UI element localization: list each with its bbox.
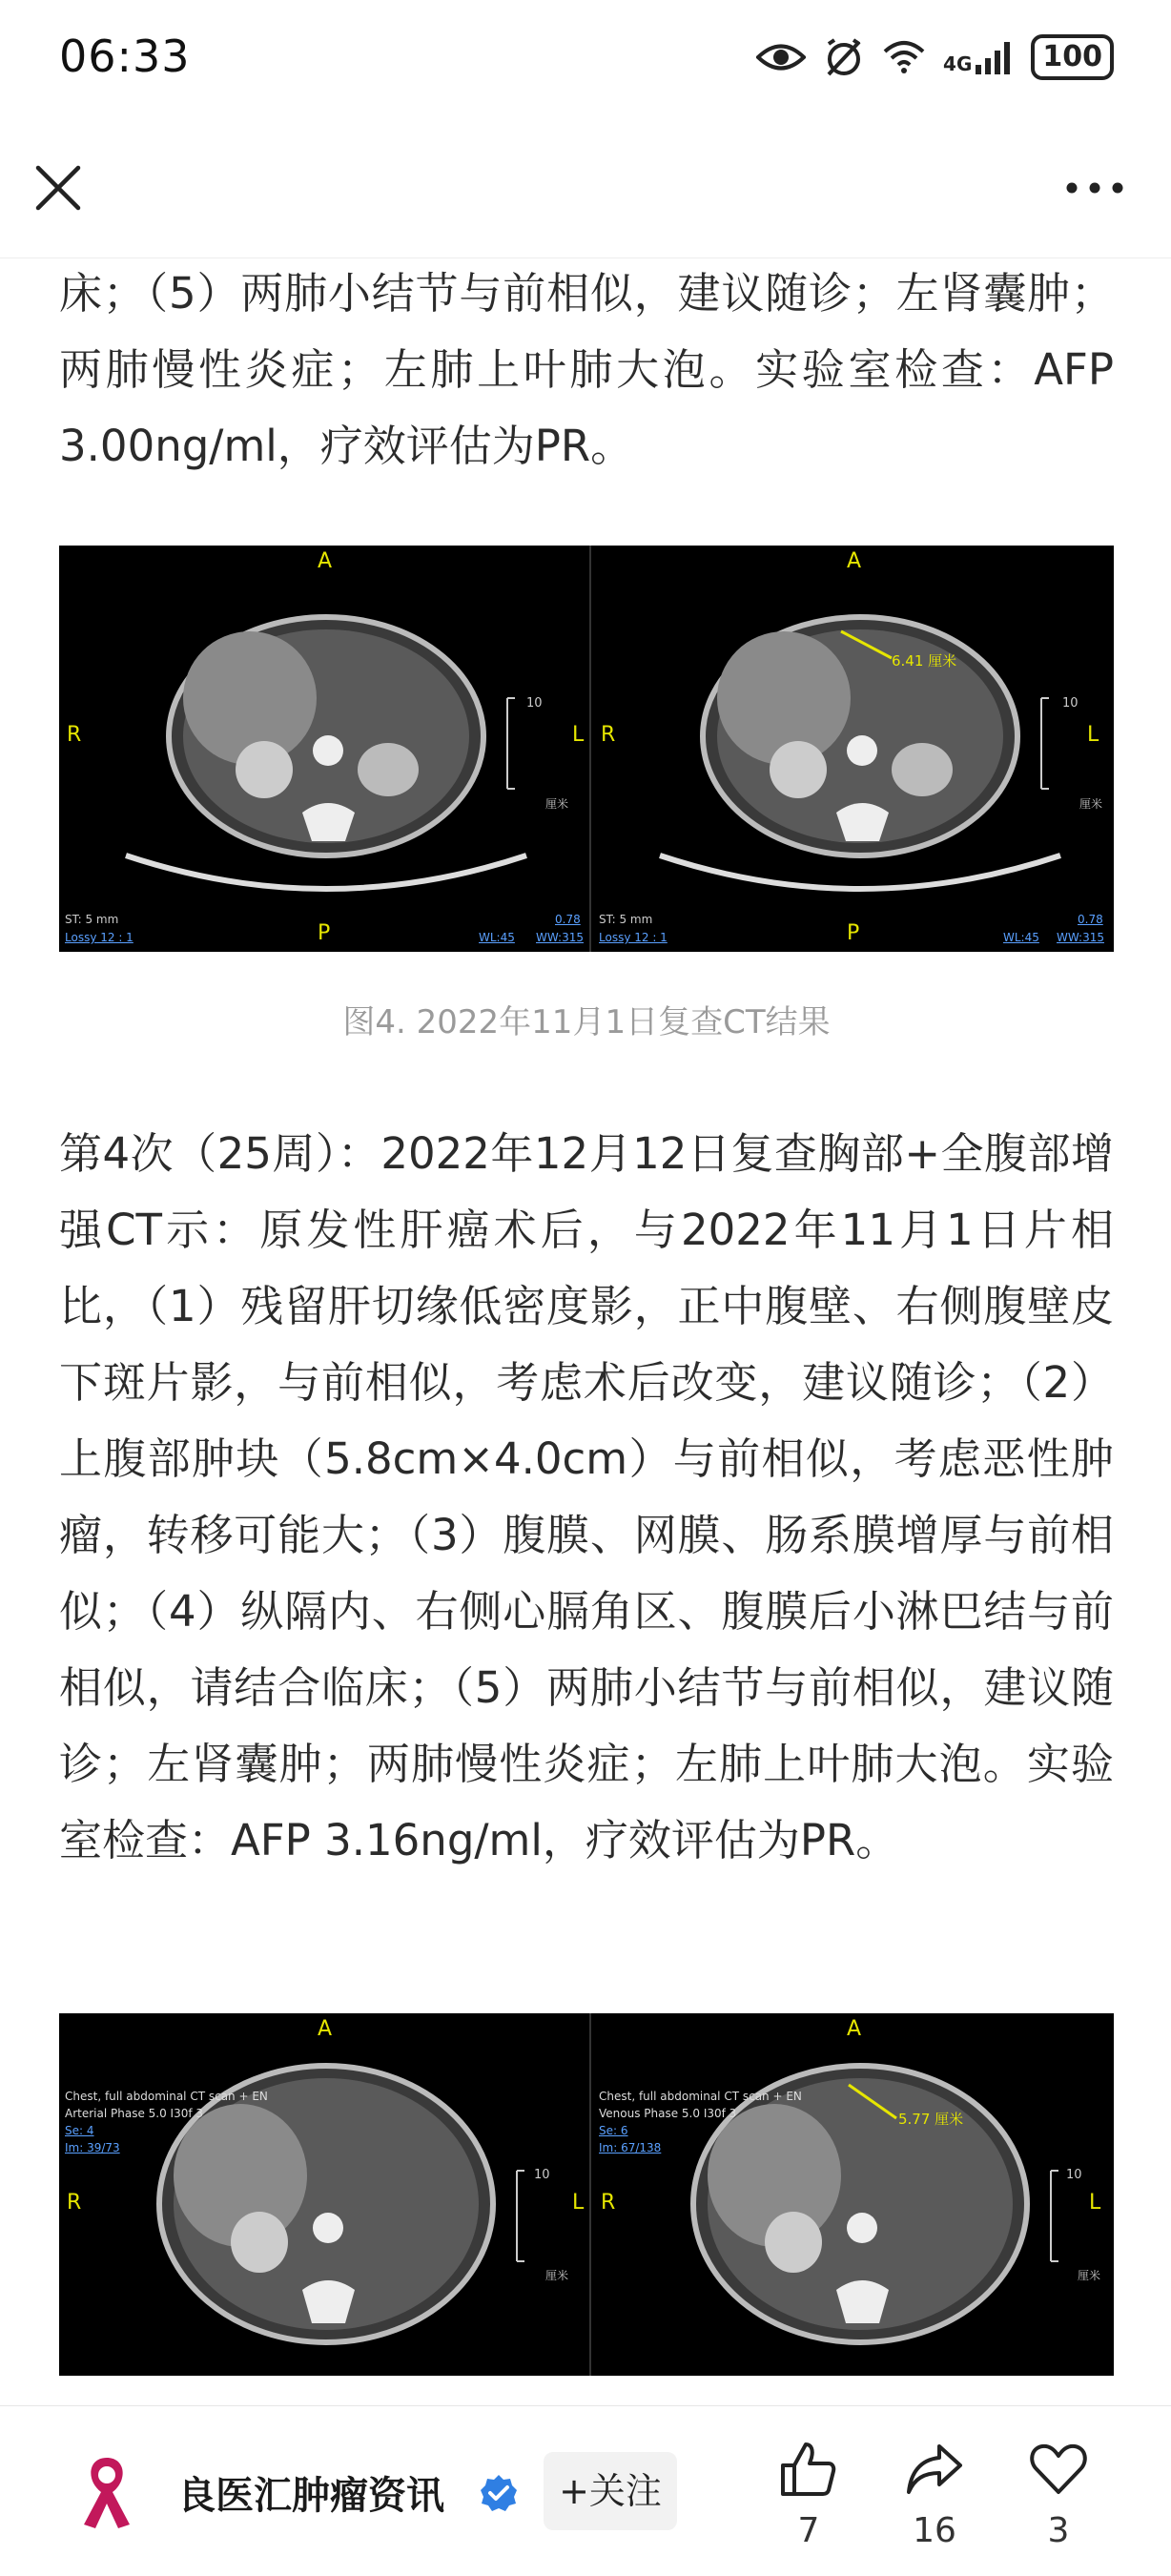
ct2-left-series-line1: Chest, full abdominal CT scan + EN <box>65 2090 268 2103</box>
more-options-icon[interactable] <box>1064 172 1125 204</box>
author-name[interactable]: 良医汇肿瘤资讯 <box>177 2474 444 2518</box>
ct2-right-scale-unit: 厘米 <box>1078 2269 1101 2282</box>
like-count: 7 <box>797 2511 820 2550</box>
close-icon[interactable] <box>32 162 84 214</box>
ct-scan-figure-1 <box>59 546 1114 952</box>
ct2-left-series-line2: Arterial Phase 5.0 I30f 3 <box>65 2107 204 2120</box>
alarm-off-icon <box>823 36 865 78</box>
ct1-left-l-label: L <box>572 723 585 747</box>
ct1-right-lossy: Lossy 12 : 1 <box>599 931 668 944</box>
ct1-right-l-label: L <box>1087 723 1099 747</box>
article-paragraph-2: 第4次（25周）：2022年12月12日复查胸部+全腹部增强CT示：原发性肝癌术后，与2022年11月1日片相比，（1）残留肝切缘低密度影，正中腹壁、右侧腹壁皮下斑片影，与前相似，考虑术后改变，建议随诊；（2）上腹部肿块（5.8cm×4.0cm）与前相似，考虑恶性肿瘤，转移可能大；（3）腹膜、网膜、肠系膜增厚与前相似；（4）纵隔内、右侧心膈角区、腹膜后小淋巴结与前相似，请结合临床；（5）两肺小结节与前相似，建议随诊；左肾囊肿；两肺慢性炎症；左肺上叶肺大泡。实验室检查：AFP 3.16ng/ml，疗效评估为PR。 <box>59 1128 1114 1865</box>
ct1-right-bottom-label: P <box>847 921 860 945</box>
ct2-left-l-label: L <box>572 2191 585 2215</box>
share-action[interactable] <box>887 2441 982 2550</box>
ct2-right-series-line1: Chest, full abdominal CT scan + EN <box>599 2090 802 2103</box>
ct1-left-ww: WW:315 <box>536 931 584 944</box>
ct1-right-top-label: A <box>847 549 862 573</box>
favorite-action[interactable] <box>1011 2441 1106 2550</box>
ct1-left-top-label: A <box>318 549 333 573</box>
ct2-right-r-label: R <box>601 2191 616 2215</box>
status-time: 06:33 <box>59 31 191 82</box>
share-icon[interactable] <box>905 2441 964 2498</box>
eye-icon <box>756 41 806 73</box>
favorite-count: 3 <box>1047 2511 1070 2550</box>
ct1-right-scale-number: 10 <box>1062 696 1079 711</box>
ct1-right-measurement: 6.41 厘米 <box>892 652 957 670</box>
like-action[interactable] <box>761 2441 856 2550</box>
ct1-right-wl: WL:45 <box>1003 931 1039 944</box>
ct2-left-r-label: R <box>67 2191 82 2215</box>
ct2-right-l-label: L <box>1089 2191 1101 2215</box>
follow-button[interactable]: +关注 <box>544 2452 677 2530</box>
network-type: 4G <box>943 52 973 75</box>
ct1-left-zoom: 0.78 <box>555 913 581 926</box>
article-paragraph-1: 床；（5）两肺小结节与前相似，建议随诊；左肾囊肿；两肺慢性炎症；左肺上叶肺大泡。实验室检查：AFP 3.00ng/ml，疗效评估为PR。 <box>59 268 1114 471</box>
ct2-right-series-line2: Venous Phase 5.0 I30f 3 <box>599 2107 737 2120</box>
publisher-logo-icon[interactable] <box>72 2452 141 2530</box>
ct2-left-scale-unit: 厘米 <box>545 2269 569 2282</box>
ct1-right-zoom: 0.78 <box>1078 913 1103 926</box>
ct2-right-se: Se: 6 <box>599 2124 628 2137</box>
ct1-right-ww: WW:315 <box>1057 931 1104 944</box>
system-icons <box>756 29 1114 86</box>
ct2-right-measurement: 5.77 厘米 <box>898 2111 964 2128</box>
ct2-left-scale-number: 10 <box>534 2168 550 2182</box>
verified-badge-icon <box>479 2473 519 2513</box>
top-nav-bar <box>0 114 1171 258</box>
ct2-left-top-label: A <box>318 2017 333 2041</box>
battery-indicator: 100 <box>1031 34 1114 80</box>
status-bar <box>0 0 1171 114</box>
bottom-action-bar <box>0 2405 1171 2576</box>
ct2-right-scale-number: 10 <box>1066 2168 1082 2182</box>
cellular-signal-icon <box>943 40 1014 74</box>
ct1-right-st: ST: 5 mm <box>599 913 653 926</box>
ct1-left-wl: WL:45 <box>479 931 515 944</box>
ct1-left-scale-number: 10 <box>526 696 543 711</box>
ct2-left-im: Im: 39/73 <box>65 2141 120 2154</box>
ct2-right-im: Im: 67/138 <box>599 2141 662 2154</box>
ct2-left-se: Se: 4 <box>65 2124 94 2137</box>
figure-1-caption: 图4. 2022年11月1日复查CT结果 <box>342 1003 831 1041</box>
ct1-left-st: ST: 5 mm <box>65 913 119 926</box>
ct1-left-r-label: R <box>67 723 82 747</box>
ct1-right-r-label: R <box>601 723 616 747</box>
ct1-left-scale-unit: 厘米 <box>545 797 569 811</box>
share-count: 16 <box>913 2511 956 2550</box>
ct-scan-figure-2 <box>59 2013 1114 2376</box>
wifi-icon <box>882 40 926 74</box>
heart-icon[interactable] <box>1029 2441 1088 2498</box>
thumbs-up-icon[interactable] <box>779 2441 838 2498</box>
ct1-left-lossy: Lossy 12 : 1 <box>65 931 134 944</box>
ct2-right-top-label: A <box>847 2017 862 2041</box>
ct1-right-scale-unit: 厘米 <box>1079 797 1103 811</box>
ct1-left-bottom-label: P <box>318 921 331 945</box>
